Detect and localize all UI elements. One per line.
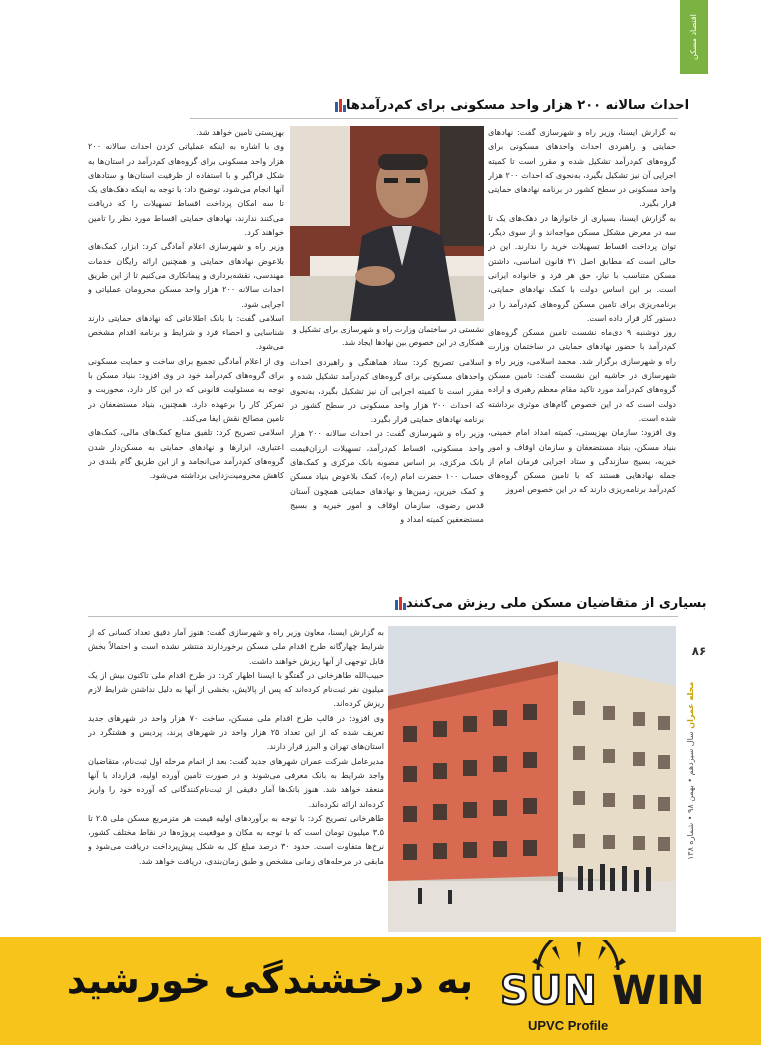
issue-info: سال سیزدهم • بهمن ۹۸ • شماره ۱۳۸ — [686, 731, 695, 860]
paragraph: اسلامی تصریح کرد: ستاد هماهنگی و راهبردی احداث واحدهای مسکونی برای گروه‌های کم‌درآمد تشکیل شده و مقرر است تا کمیته اجرایی آن نیز تشکیل بگیرد، به‌نحوی که احداث ۲۰۰ هزار واحد مسکونی در سطح کشور در برنامه نهادهای حمایتی قرار بگیرد. — [290, 357, 484, 425]
sunwin-logo — [480, 940, 720, 1040]
paragraph: اسلامی گفت: با بانک اطلاعاتی که نهادهای حمایتی دارند شناسایی و احصاء فرد و شرایط و برنامه اقدام مشخص می‌شود. — [88, 312, 284, 352]
paragraph: وی با اشاره به اینکه عملیاتی کردن احداث سالانه ۲۰۰ هزار واحد مسکونی برای گروه‌های کم‌درآمد در استان‌ها به شکل فراگیر و با استفاده از ظرفیت استان‌ها و ستادهای آنها انجام می‌شود، توضیح داد: با توجه به اینکه دهک‌های یک تا سه امکان پرداخت اقساط تسهیلات را که دریافت می‌کنند ندارند، نهادهای حمایتی اقساط مورد نظر را تامین خواهند کرد. — [88, 141, 284, 238]
paragraph: طاهرخانی تصریح کرد: با توجه به برآوردهای اولیه قیمت هر مترمربع مسکن ملی ۲.۵ تا ۳.۵ میلیون تومان است که با توجه به مکان و موقعیت پروژه‌ها در نقاط مختلف کشور، نرخ‌ها متفاوت است. حدود ۳۰ درصد مبلغ کل به شکل پیش‌پرداخت دریافت می‌شود و مابقی در مرحله‌های زمانی مشخص و طبق زمان‌بندی، دریافت خواهد شد. — [88, 812, 384, 866]
section-tab — [680, 0, 708, 74]
paragraph: حبیب‌الله طاهرخانی در گفتگو با ایسنا اظهار کرد: در طرح اقدام ملی تاکنون بیش از یک میلیون نفر ثبت‌نام کرده‌اند که پس از پالایش، بخشی از آنها به دلیل نداشتن شرایط لازم ریزش کرده‌اند. — [88, 669, 384, 709]
magazine-name: مجله عمران — [686, 681, 695, 729]
section-tab-label: اقتصاد مسکن — [689, 14, 698, 60]
paragraph: وی از اعلام آمادگی تجمیع برای ساخت و حمایت مسکونی برای گروه‌های کم‌درآمد خود در وی افزود: بنیاد مسکن با توجه به مسئولیت قانونی که در این کار دارد، محوریت و تمرکز کار را برعهده دارد. همچنین، بنیاد مستضعفان در تامین مصالح نقش ایفا می‌کند. — [88, 355, 284, 423]
paragraph: وزیر راه و شهرسازی اعلام آمادگی کرد: ابزار، کمک‌های بلاعوض نهادهای حمایتی و همچنین ارائه رایگان خدمات مهندسی، نقشه‌برداری و پیمانکاری می‌کنیم تا از این طریق احداث سالانه ۲۰۰ هزار واحد مسکن محرومان عملیاتی و اجرایی شود. — [88, 241, 284, 309]
minister-photo — [290, 126, 484, 321]
paragraph: به گزارش ایسنا، بسیاری از خانوارها در دهک‌های یک تا سه در معرض مشکل مسکن مواجه‌اند و از سوی دیگر، توان پرداخت اقساط تسهیلات خرید را ندارند. این در حالی است که مطابق اصل ۳۱ قانون اساسی، داشتن مسکن متناسب با نیاز، حق هر فرد و خانواده ایرانی است. بر این اساس دولت با کمک نهادهای حمایتی، برنامه‌ریزی برای تامین مسکن گروه‌های کم‌درآمد را در دستور کار قرار داده است. — [488, 212, 676, 323]
chart-bars-icon — [335, 98, 346, 112]
brand-subtitle: UPVC Profile — [528, 1018, 609, 1033]
paragraph: وی افزود: سازمان بهزیستی، کمیته امداد امام خمینی، بنیاد مسکن، بنیاد مستضعفان و سازمان اوقاف و امور خیریه، بسیج سازندگی و ستاد اجرایی فرمان امام از جمله نهادهایی هستند که با تامین مسکن گروه‌های کم‌درآمد برنامه‌ریزی دارند که در این خصوص امروز — [488, 427, 676, 495]
ad-slogan: به درخشندگی خورشید — [66, 959, 473, 1002]
magazine-footer — [686, 520, 706, 860]
photo-caption: نشستی در ساختمان وزارت راه و شهرسازی برای تشکیل و همکاری در این خصوص بین نهادها ایجاد شد. — [292, 325, 484, 347]
brand-sun: SUN — [500, 968, 598, 1014]
page-number: ۸۶ — [691, 644, 707, 658]
article1-column-right — [488, 125, 676, 555]
paragraph: وزیر راه و شهرسازی گفت: در احداث سالانه ۲۰۰ هزار واحد مسکونی، اقساط کم‌درآمد، تسهیلات ارزان‌قیمت بانک مرکزی، بر اساس مصوبه بانک مرکزی و کمک‌های حساب ۱۰۰ حضرت امام (ره)، کمک بلاعوض بنیاد مسکن و کمک خیرین، زمین‌ها و نهادهای حمایتی همچون آستان قدس رضوی، سازمان اوقاف و امور خیریه و بسیج مستضعفین کمیته امداد و — [290, 428, 484, 525]
article1-column-left — [88, 125, 284, 565]
divider — [190, 118, 678, 119]
article2-headline — [390, 593, 707, 613]
paragraph: بهزیستی تامین خواهد شد. — [195, 127, 284, 137]
paragraph: به گزارش ایسنا، وزیر راه و شهرسازی گفت: نهادهای حمایتی و راهبردی احداث واحدهای مسکونی برای گروه‌های کم‌درآمد تشکیل شده و مقرر است تا کمیته اجرایی آن نیز تشکیل بگیرد، به‌نحوی که احداث ۲۰۰ هزار واحد مسکونی در سطح کشور در برنامه نهادهای حمایتی قرار بگیرد. — [488, 127, 676, 209]
brand-win: WIN — [612, 968, 705, 1014]
article2-body — [88, 625, 384, 927]
article1-title: احداث سالانه ۲۰۰ هزار واحد مسکونی برای کم‌درآمدها — [346, 97, 690, 113]
article2-title: بسیاری از متقاضیان مسکن ملی ریزش می‌کنند — [406, 595, 707, 611]
divider — [88, 616, 678, 617]
paragraph: وی افزود: در قالب طرح اقدام ملی مسکن، ساخت ۷۰ هزار واحد در شهرهای جدید تعریف شده که از این تعداد ۲۵ هزار واحد در شهرهای پرند، پردیس و هشتگرد در استان‌های تهران و البرز قرار دارند. — [88, 712, 384, 752]
housing-project-photo — [388, 626, 676, 932]
article1-headline — [330, 95, 690, 115]
paragraph: اسلامی تصریح کرد: تلفیق منابع کمک‌های مالی، کمک‌های اعتباری، ابزارها و نهادهای حمایتی به مسکن‌دار شدن گروه‌های کم‌درآمد می‌انجامد و از این طریق گام بلندی در کاهش محرومیت‌زدایی برداشته می‌شود. — [88, 427, 284, 481]
paragraph: مدیرعامل شرکت عمران شهرهای جدید گفت: بعد از اتمام مرحله اول ثبت‌نام، متقاضیان واجد شرایط به بانک معرفی می‌شوند و در صورت تامین آورده اولیه، قرارداد با آنها منعقد خواهد شد. هنوز بانک‌ها آمار دقیقی از ثبت‌نام‌کنندگانی که آورده خود را واریز کرده‌اند ارائه نکرده‌اند. — [88, 755, 384, 809]
chart-bars-icon — [395, 596, 406, 610]
article1-column-middle — [290, 355, 484, 565]
paragraph: روز دوشنبه ۹ دی‌ماه نشست تامین مسکن گروه‌های کم‌درآمد با حضور نهادهای حمایتی در ساختمان وزارت راه و شهرسازی برگزار شد. محمد اسلامی، وزیر راه و شهرسازی در حاشیه این نشست گفت: تامین مسکن گروه‌های کم‌درآمد مورد تاکید مقام معظم رهبری و اراده دولت است که در این خصوص گام‌های موثری برداشته شده است. — [488, 327, 676, 423]
paragraph: به گزارش ایسنا، معاون وزیر راه و شهرسازی گفت: هنوز آمار دقیق تعداد کسانی که از شرایط چهارگانه طرح اقدام ملی مسکن برخوردارند منتشر نشده است و احتمالاً بخش قابل توجهی از آنها ریزش خواهند داشت. — [88, 627, 384, 666]
